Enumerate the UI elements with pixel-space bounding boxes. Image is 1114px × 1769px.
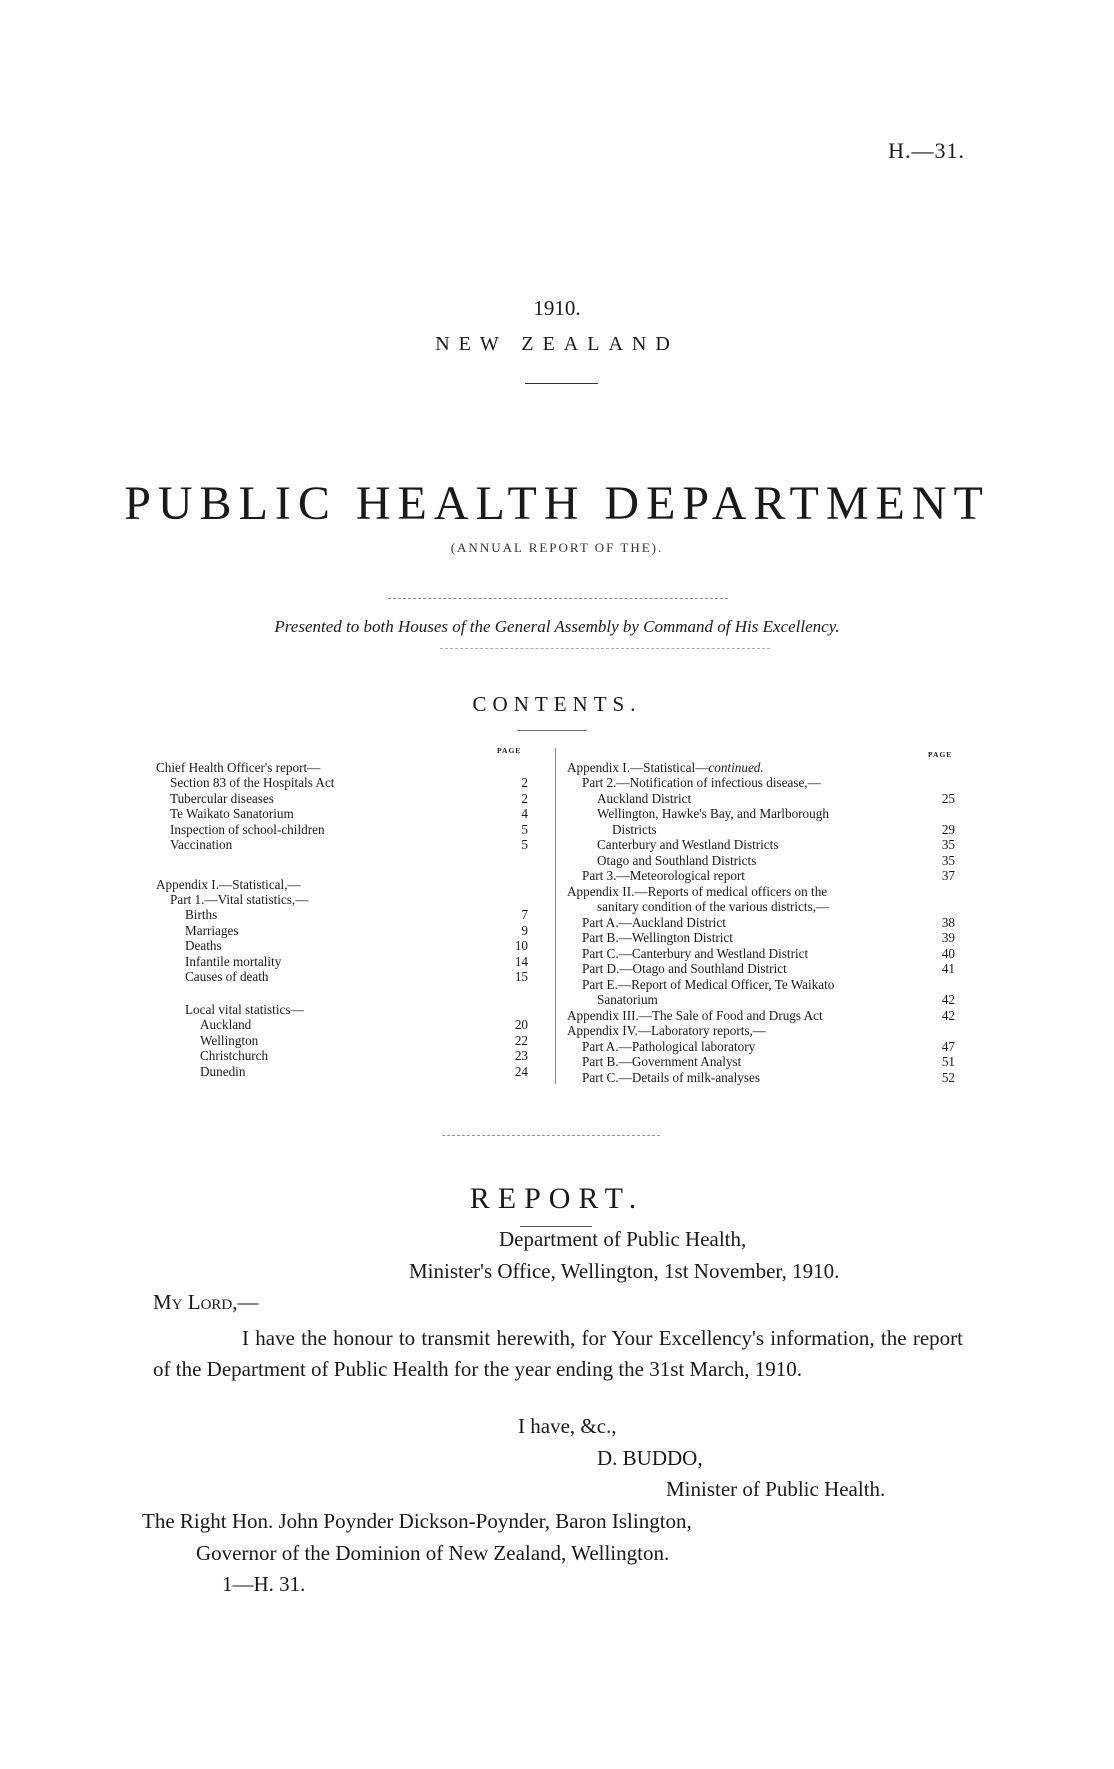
contents-entry-page: 38 xyxy=(941,915,955,930)
contents-entry xyxy=(170,806,528,822)
presented-line: Presented to both Houses of the General Assembly by Command of His Excellency. xyxy=(274,617,840,636)
contents-entry-page: 42 xyxy=(941,1008,955,1023)
contents-entry-label: Part C.—Canterbury and Westland District xyxy=(582,946,809,961)
contents-entry-label: Tubercular diseases xyxy=(170,791,274,806)
contents-entry xyxy=(170,837,528,853)
document-reference: H.—31. xyxy=(888,138,965,163)
divider xyxy=(388,598,728,599)
divider xyxy=(442,1135,660,1136)
contents-entry xyxy=(597,837,955,853)
contents-entry xyxy=(612,822,955,838)
contents-entry xyxy=(582,961,955,977)
contents-entry-label: Part 2.—Notification of infectious disease,— xyxy=(582,775,821,790)
contents-entry xyxy=(567,760,955,776)
divider xyxy=(517,730,587,731)
contents-entry xyxy=(597,791,955,807)
contents-entry xyxy=(582,977,955,993)
contents-entry-label: Auckland District xyxy=(597,791,692,806)
contents-entry-page: 25 xyxy=(941,791,955,806)
contents-entry xyxy=(597,806,955,822)
contents-entry-label-italic: continued. xyxy=(708,760,764,775)
contents-entry-label: Part C.—Details of milk-analyses xyxy=(582,1070,760,1085)
address-line-2: Minister's Office, Wellington, 1st November, 1910. xyxy=(409,1259,840,1283)
contents-entry-page: 4 xyxy=(521,806,528,821)
contents-entry-label: Local vital statistics— xyxy=(185,1002,304,1017)
contents-entry-label: Births xyxy=(185,907,218,922)
page-title: PUBLIC HEALTH DEPARTMENT xyxy=(124,477,990,530)
contents-entry-page: 7 xyxy=(521,907,528,922)
contents-entry xyxy=(597,899,955,915)
contents-entry-label-group xyxy=(567,760,764,776)
contents-entry-label: Vaccination xyxy=(170,837,233,852)
contents-entry xyxy=(567,884,955,900)
contents-entry-page: 14 xyxy=(514,954,528,969)
contents-entry-label: Deaths xyxy=(185,938,222,953)
contents-entry-label: Infantile mortality xyxy=(185,954,282,969)
contents-entry xyxy=(582,915,955,931)
contents-entry xyxy=(200,1048,528,1064)
contents-entry-page: 39 xyxy=(941,930,955,945)
contents-entry-page: 5 xyxy=(521,822,528,837)
contents-entry xyxy=(185,938,528,954)
contents-entry xyxy=(582,1070,955,1086)
contents-entry-label: Section 83 of the Hospitals Act xyxy=(170,775,335,790)
contents-entry-label: Christchurch xyxy=(200,1048,269,1063)
contents-entry xyxy=(170,892,528,908)
contents-entry-label: Part E.—Report of Medical Officer, Te Waikato xyxy=(582,977,835,992)
contents-entry xyxy=(170,822,528,838)
year: 1910. xyxy=(533,296,581,320)
contents-entry-label: Part D.—Otago and Southland District xyxy=(582,961,787,976)
contents-entry xyxy=(597,853,955,869)
contents-entry xyxy=(200,1033,528,1049)
contents-entry-label: Causes of death xyxy=(185,969,269,984)
contents-entry xyxy=(582,775,955,791)
contents-entry-label: Part 1.—Vital statistics,— xyxy=(170,892,309,907)
contents-entry xyxy=(200,1017,528,1033)
signature-name: D. BUDDO, xyxy=(597,1446,703,1470)
contents-entry xyxy=(200,1064,528,1080)
report-heading: REPORT. xyxy=(469,1182,645,1215)
addressee-line-1: The Right Hon. John Poynder Dickson-Poynder, Baron Islington, xyxy=(142,1509,692,1533)
contents-entry-label: Appendix III.—The Sale of Food and Drugs Act xyxy=(567,1008,823,1023)
contents-entry-label: Dunedin xyxy=(200,1064,246,1079)
contents-entry-label: Part A.—Pathological laboratory xyxy=(582,1039,756,1054)
contents-entry-page: 5 xyxy=(521,837,528,852)
contents-entry xyxy=(185,969,528,985)
contents-entry xyxy=(582,1039,955,1055)
contents-entry xyxy=(567,1008,955,1024)
contents-entry-label: Appendix I.—Statistical,— xyxy=(156,877,301,892)
contents-entry-label: Appendix IV.—Laboratory reports,— xyxy=(567,1023,766,1038)
contents-entry-page: 35 xyxy=(941,853,955,868)
contents-entry xyxy=(156,760,528,776)
contents-entry-page: 42 xyxy=(941,992,955,1007)
contents-entry xyxy=(185,1002,528,1018)
signature-title: Minister of Public Health. xyxy=(666,1477,886,1501)
addressee-line-2: Governor of the Dominion of New Zealand, Wellington. xyxy=(196,1541,670,1565)
contents-entry-label: sanitary condition of the various districts,— xyxy=(597,899,830,914)
contents-entry-label: Part B.—Government Analyst xyxy=(582,1054,742,1069)
contents-entry-page: 20 xyxy=(514,1017,528,1032)
column-divider xyxy=(555,748,556,1084)
contents-entry-page: 9 xyxy=(521,923,528,938)
contents-entry-label: Canterbury and Westland Districts xyxy=(597,837,779,852)
divider xyxy=(440,648,770,649)
contents-entry xyxy=(567,1023,955,1039)
contents-entry-page: 24 xyxy=(514,1064,528,1079)
document-footer-reference: 1—H. 31. xyxy=(222,1572,306,1596)
contents-entry-label: Inspection of school-children xyxy=(170,822,325,837)
contents-entry-label: Wellington, Hawke's Bay, and Marlborough xyxy=(597,806,829,821)
contents-entry-page: 37 xyxy=(941,868,955,883)
contents-entry-label: Sanatorium xyxy=(597,992,658,1007)
contents-entry-label: Appendix II.—Reports of medical officers on the xyxy=(567,884,828,899)
contents-entry-page: 22 xyxy=(514,1033,528,1048)
contents-entry-label: Appendix I.—Statistical— xyxy=(567,760,709,775)
contents-entry xyxy=(185,923,528,939)
closing: I have, &c., xyxy=(518,1414,617,1438)
subtitle: (ANNUAL REPORT OF THE). xyxy=(450,540,664,555)
contents-entry-label: Auckland xyxy=(200,1017,252,1032)
contents-entry xyxy=(582,868,955,884)
divider xyxy=(525,383,598,384)
contents-entry-label: Part A.—Auckland District xyxy=(582,915,726,930)
contents-entry-page: 23 xyxy=(514,1048,528,1063)
contents-heading: CONTENTS. xyxy=(472,692,642,716)
contents-entry-page: 29 xyxy=(941,822,955,837)
contents-entry xyxy=(185,954,528,970)
contents-entry-page: 41 xyxy=(941,961,955,976)
contents-entry xyxy=(170,791,528,807)
contents-entry-label: Marriages xyxy=(185,923,239,938)
contents-entry-label: Part B.—Wellington District xyxy=(582,930,733,945)
contents-entry xyxy=(582,930,955,946)
contents-entry-page: 10 xyxy=(514,938,528,953)
contents-entry-page: 52 xyxy=(941,1070,955,1085)
letter-body: I have the honour to transmit herewith, for Your Excellency's information, the report of the Department of Public Health for the year ending the 31st March, 1910. xyxy=(153,1326,963,1381)
contents-entry-label: Te Waikato Sanatorium xyxy=(170,806,294,821)
contents-entry xyxy=(156,877,528,893)
contents-entry-page: 2 xyxy=(521,775,528,790)
contents-entry-page: 40 xyxy=(941,946,955,961)
contents-entry xyxy=(185,907,528,923)
contents-entry-page: 15 xyxy=(514,969,528,984)
contents-entry-page: 35 xyxy=(941,837,955,852)
contents-entry xyxy=(597,992,955,1008)
contents-entry-label: Chief Health Officer's report— xyxy=(156,760,321,775)
contents-entry-label: Otago and Southland Districts xyxy=(597,853,757,868)
salutation: My Lord,— xyxy=(153,1290,259,1314)
contents-entry xyxy=(170,775,528,791)
contents-entry-page: 47 xyxy=(941,1039,955,1054)
address-line-1: Department of Public Health, xyxy=(499,1227,747,1251)
contents-entry-label: Wellington xyxy=(200,1033,259,1048)
contents-entry-page: 51 xyxy=(941,1054,955,1069)
page-column-label-left: PAGE xyxy=(497,746,522,755)
contents-entry xyxy=(582,946,955,962)
contents-entry xyxy=(582,1054,955,1070)
contents-entry-page: 2 xyxy=(521,791,528,806)
country: NEW ZEALAND xyxy=(435,333,679,355)
contents-entry-label: Part 3.—Meteorological report xyxy=(582,868,745,883)
contents-entry-label: Districts xyxy=(612,822,657,837)
page-column-label-right: PAGE xyxy=(928,750,953,759)
